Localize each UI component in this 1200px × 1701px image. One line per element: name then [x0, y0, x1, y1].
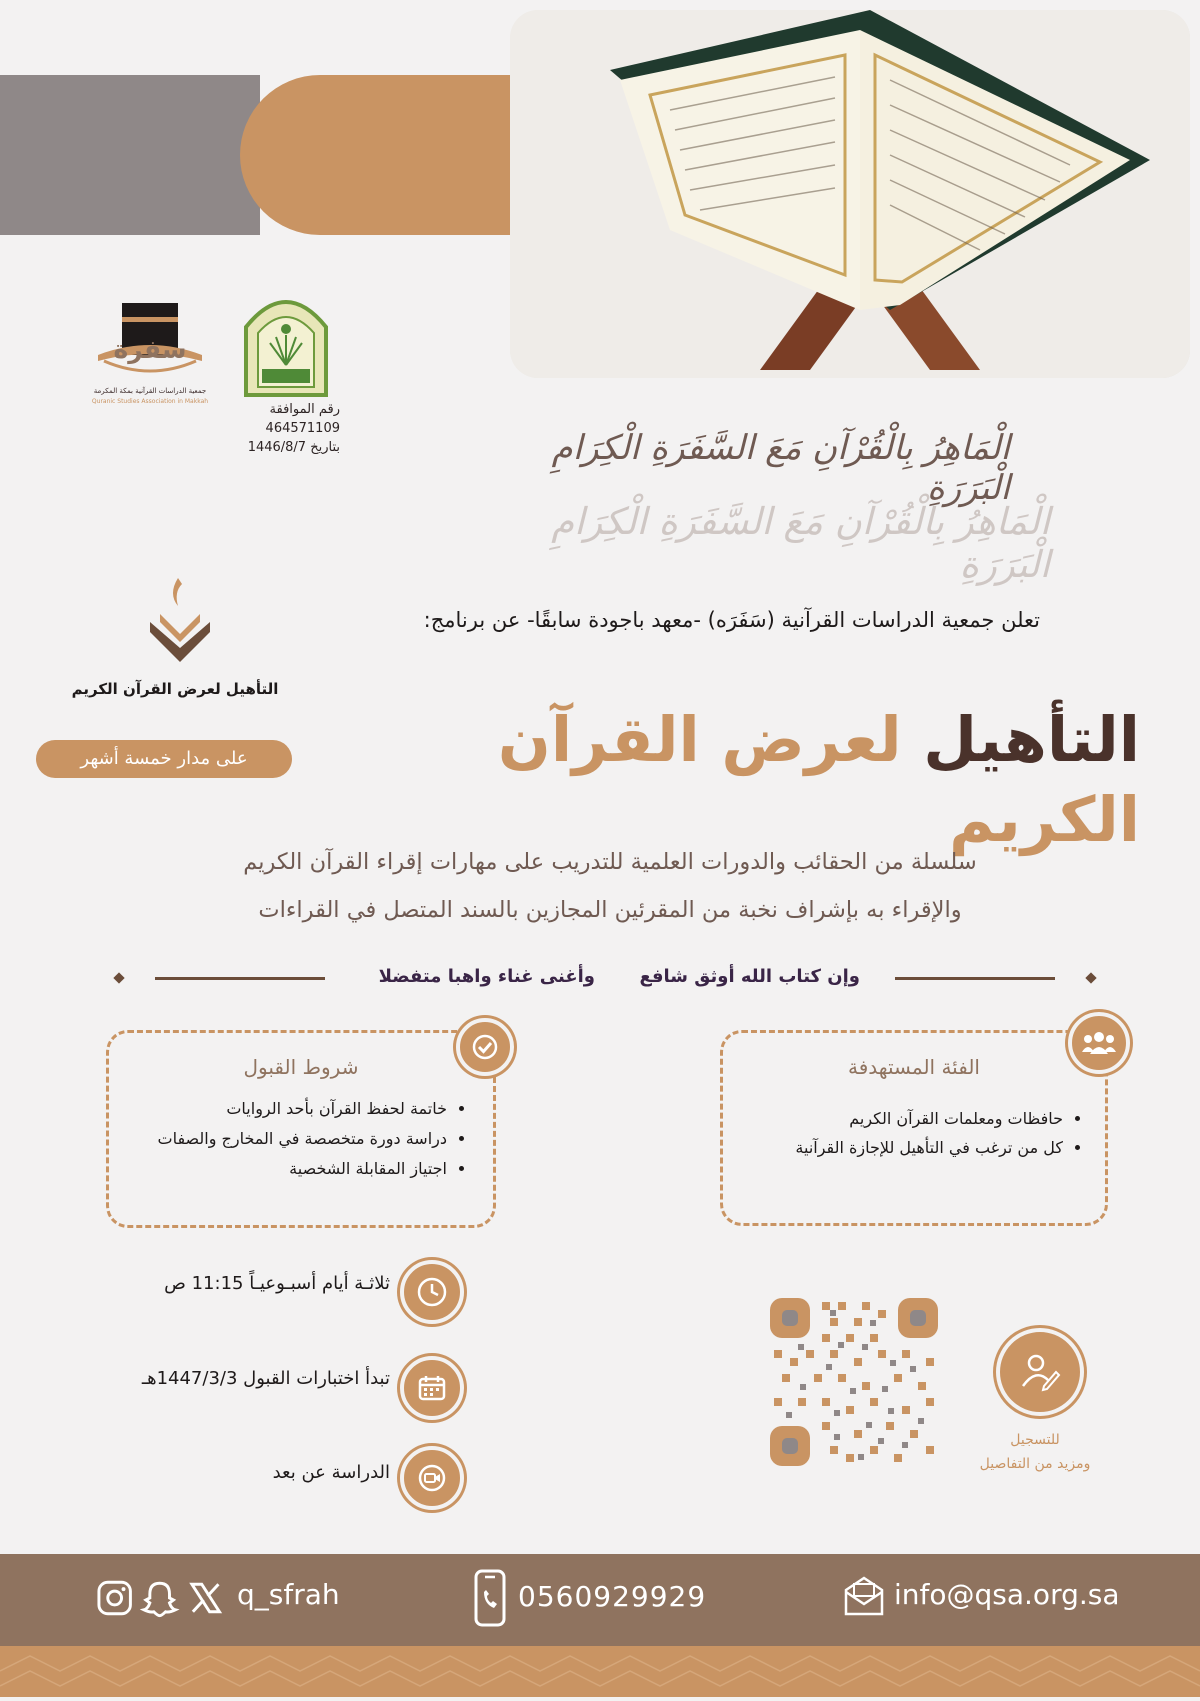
- description-line-2: والإقراء به بإشراف نخبة من المقرئين المجازين بالسند المتصل في القراءات: [258, 897, 962, 923]
- footer-pattern-bar: [0, 1646, 1200, 1697]
- qr-code[interactable]: [770, 1298, 938, 1466]
- calendar-icon: [400, 1356, 464, 1420]
- program-description: [180, 838, 1040, 934]
- admission-list: [87, 1099, 469, 1189]
- duration-badge: على مدار خمسة أشهر: [36, 740, 292, 778]
- approval-label: رقم الموافقة: [269, 402, 340, 417]
- x-icon[interactable]: [186, 1578, 225, 1618]
- register-user-icon[interactable]: [996, 1328, 1084, 1416]
- study-mode-text: الدراسة عن بعد: [272, 1462, 390, 1483]
- announcement-text: تعلن جمعية الدراسات القرآنية (سَفَرَه) -معهد باجودة سابقًا- عن برنامج:: [423, 608, 1040, 632]
- instagram-icon[interactable]: [95, 1578, 134, 1618]
- program-title-part2: لعرض القرآن الكريم: [497, 703, 1140, 856]
- target-group-item: • كل من ترغب في التأهيل للإجازة القرآنية: [713, 1138, 1063, 1157]
- registration-text: [960, 1428, 1110, 1476]
- video-camera-icon: [400, 1446, 464, 1510]
- decorative-gold-shape: [240, 75, 520, 235]
- admission-item: • خاتمة لحفظ القرآن بأحد الروايات: [87, 1099, 447, 1119]
- approval-info: [215, 400, 340, 457]
- admission-item: • اجتياز المقابلة الشخصية: [87, 1159, 447, 1179]
- approval-date: بتاريخ 1446/8/7: [247, 440, 340, 455]
- program-title: [330, 700, 1140, 860]
- phone-number[interactable]: 0560929929: [518, 1580, 707, 1613]
- admission-card: [106, 1030, 496, 1228]
- sfrah-logo-name: سفرة: [113, 335, 187, 364]
- decorative-grey-shape: [0, 75, 260, 235]
- group-users-icon: [1068, 1012, 1130, 1074]
- target-group-list: [713, 1109, 1085, 1167]
- tests-text: تبدأ اختبارات القبول 1447/3/3هـ: [141, 1368, 390, 1389]
- registration-line-1: للتسجيل: [1010, 1432, 1060, 1448]
- phone-icon: [472, 1568, 508, 1628]
- verse-line-shadow: الْمَاهِرُ بِالْقُرْآنِ مَعَ السَّفَرَةِ الْكِرَامِ الْبَرَرَةِ: [551, 500, 1050, 586]
- admission-title: شروط القبول: [243, 1055, 359, 1079]
- email-address[interactable]: info@qsa.org.sa: [894, 1578, 1120, 1611]
- poem-hemistich-1: وإن كتاب الله أوثق شافع: [639, 966, 860, 987]
- verse-line-primary: الْمَاهِرُ بِالْقُرْآنِ مَعَ السَّفَرَةِ الْكِرَامِ الْبَرَرَةِ: [551, 428, 1010, 508]
- clock-icon: [400, 1260, 464, 1324]
- schedule-text: ثلاثـة أيام أسبـوعيـاً 11:15 ص: [164, 1273, 390, 1294]
- target-group-item: • حافظات ومعلمات القرآن الكريم: [713, 1109, 1063, 1128]
- ministry-logo: [240, 287, 332, 397]
- email-icon: [842, 1576, 886, 1616]
- target-group-title: الفئة المستهدفة: [848, 1055, 980, 1079]
- social-icons: [95, 1576, 225, 1620]
- poem-divider: [115, 977, 1095, 981]
- check-icon: [456, 1018, 514, 1076]
- sfrah-logo-subtitle-ar: جمعية الدراسات القرآنية بمكة المكرمة: [93, 387, 207, 395]
- program-title-part1: التأهيل: [923, 703, 1140, 776]
- sfrah-logo-subtitle-en: Quranic Studies Association in Makkah: [91, 398, 209, 405]
- poem-hemistich-2: وأغنى غناء واهبا متفضلا: [378, 966, 595, 987]
- approval-number: 464571109: [265, 421, 340, 436]
- sfrah-logo: [90, 295, 210, 435]
- footer-bar: [0, 1554, 1200, 1646]
- description-line-1: سلسلة من الحقائب والدورات العلمية للتدريب على مهارات إقراء القرآن الكريم: [243, 849, 977, 875]
- registration-line-2: ومزيد من التفاصيل: [979, 1456, 1091, 1472]
- program-logo-icon: [130, 570, 230, 670]
- admission-item: • دراسة دورة متخصصة في المخارج والصفات: [87, 1129, 447, 1149]
- program-logo-title: التأهيل لعرض القرآن الكريم: [71, 680, 279, 698]
- social-handle[interactable]: q_sfrah: [237, 1578, 340, 1611]
- quran-photo: [510, 10, 1190, 378]
- target-group-card: [720, 1030, 1108, 1226]
- snapchat-icon[interactable]: [140, 1578, 179, 1618]
